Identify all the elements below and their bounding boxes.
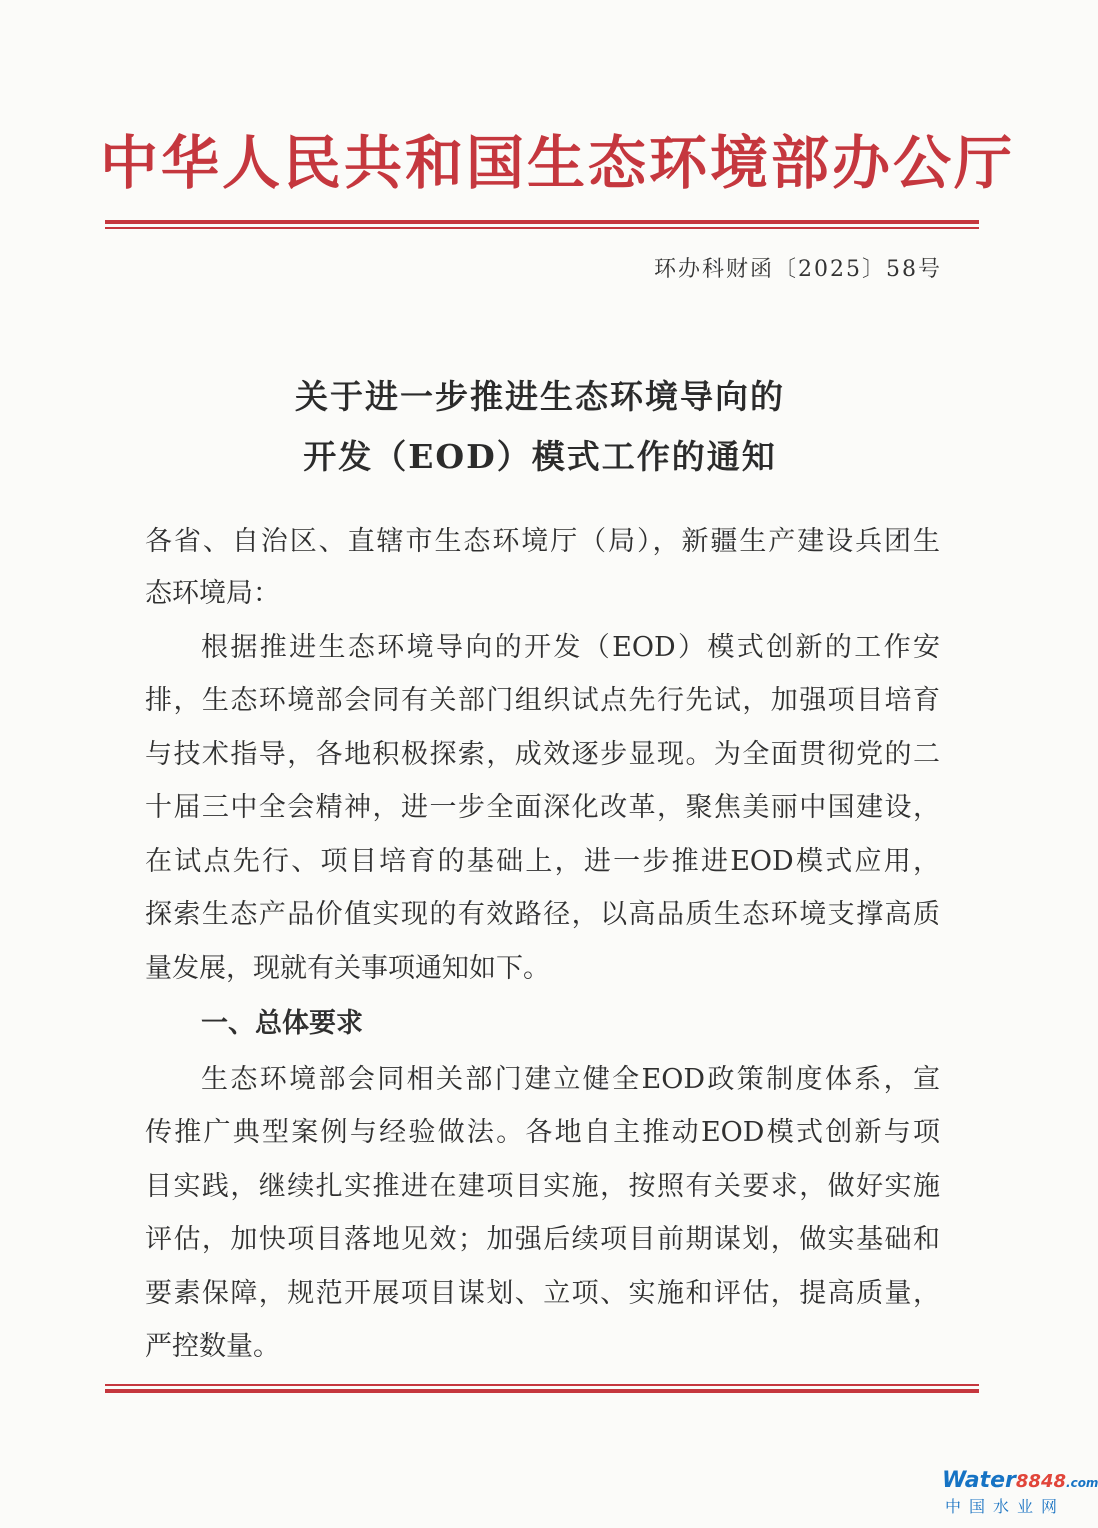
addressee-line: 态环境局： bbox=[145, 578, 280, 609]
paragraph-line: 要素保障，规范开展项目谋划、立项、实施和评估，提高质量， bbox=[145, 1278, 940, 1309]
paragraph-line: 十届三中全会精神，进一步全面深化改革，聚焦美丽中国建设， bbox=[145, 792, 940, 823]
header-rule-thin bbox=[105, 227, 979, 229]
paragraph-line: 排，生态环境部会同有关部门组织试点先行先试，加强项目培育 bbox=[145, 685, 940, 716]
paragraph-line: 生态环境部会同相关部门建立健全EOD政策制度体系，宣 bbox=[201, 1064, 940, 1095]
footer-rule-thin bbox=[105, 1384, 979, 1386]
paragraph-line: 量发展，现就有关事项通知如下。 bbox=[145, 953, 550, 984]
section-heading: 一、总体要求 bbox=[201, 1008, 363, 1039]
footer-rule-thick bbox=[105, 1389, 979, 1393]
notice-title-line-2: 开发（EOD）模式工作的通知 bbox=[303, 437, 777, 476]
watermark-subtitle: 中国水业网 bbox=[944, 1497, 1065, 1516]
paragraph-line: 严控数量。 bbox=[145, 1331, 280, 1362]
paragraph-line: 评估，加快项目落地见效；加强后续项目前期谋划，做实基础和 bbox=[145, 1224, 940, 1255]
paragraph-line: 传推广典型案例与经验做法。各地自主推动EOD模式创新与项 bbox=[145, 1117, 940, 1148]
paragraph-line: 目实践，继续扎实推进在建项目实施，按照有关要求，做好实施 bbox=[145, 1171, 940, 1202]
notice-title-line-1: 关于进一步推进生态环境导向的 bbox=[295, 377, 785, 416]
paragraph-line: 探索生态产品价值实现的有效路径，以高品质生态环境支撑高质 bbox=[145, 899, 940, 930]
agency-masthead: 中华人民共和国生态环境部办公厅 bbox=[100, 129, 1016, 197]
water8848-watermark-logo bbox=[942, 1468, 1098, 1520]
paragraph-line: 在试点先行、项目培育的基础上，进一步推进EOD模式应用， bbox=[145, 846, 940, 877]
document-number: 环办科财函〔2025〕58号 bbox=[654, 257, 942, 282]
watermark-brand: Water8848.com bbox=[942, 1468, 1098, 1493]
addressee-line: 各省、自治区、直辖市生态环境厅（局），新疆生产建设兵团生 bbox=[145, 526, 940, 557]
paragraph-line: 根据推进生态环境导向的开发（EOD）模式创新的工作安 bbox=[201, 632, 940, 663]
paragraph-line: 与技术指导，各地积极探索，成效逐步显现。为全面贯彻党的二 bbox=[145, 739, 940, 770]
header-rule-thick bbox=[105, 220, 979, 224]
